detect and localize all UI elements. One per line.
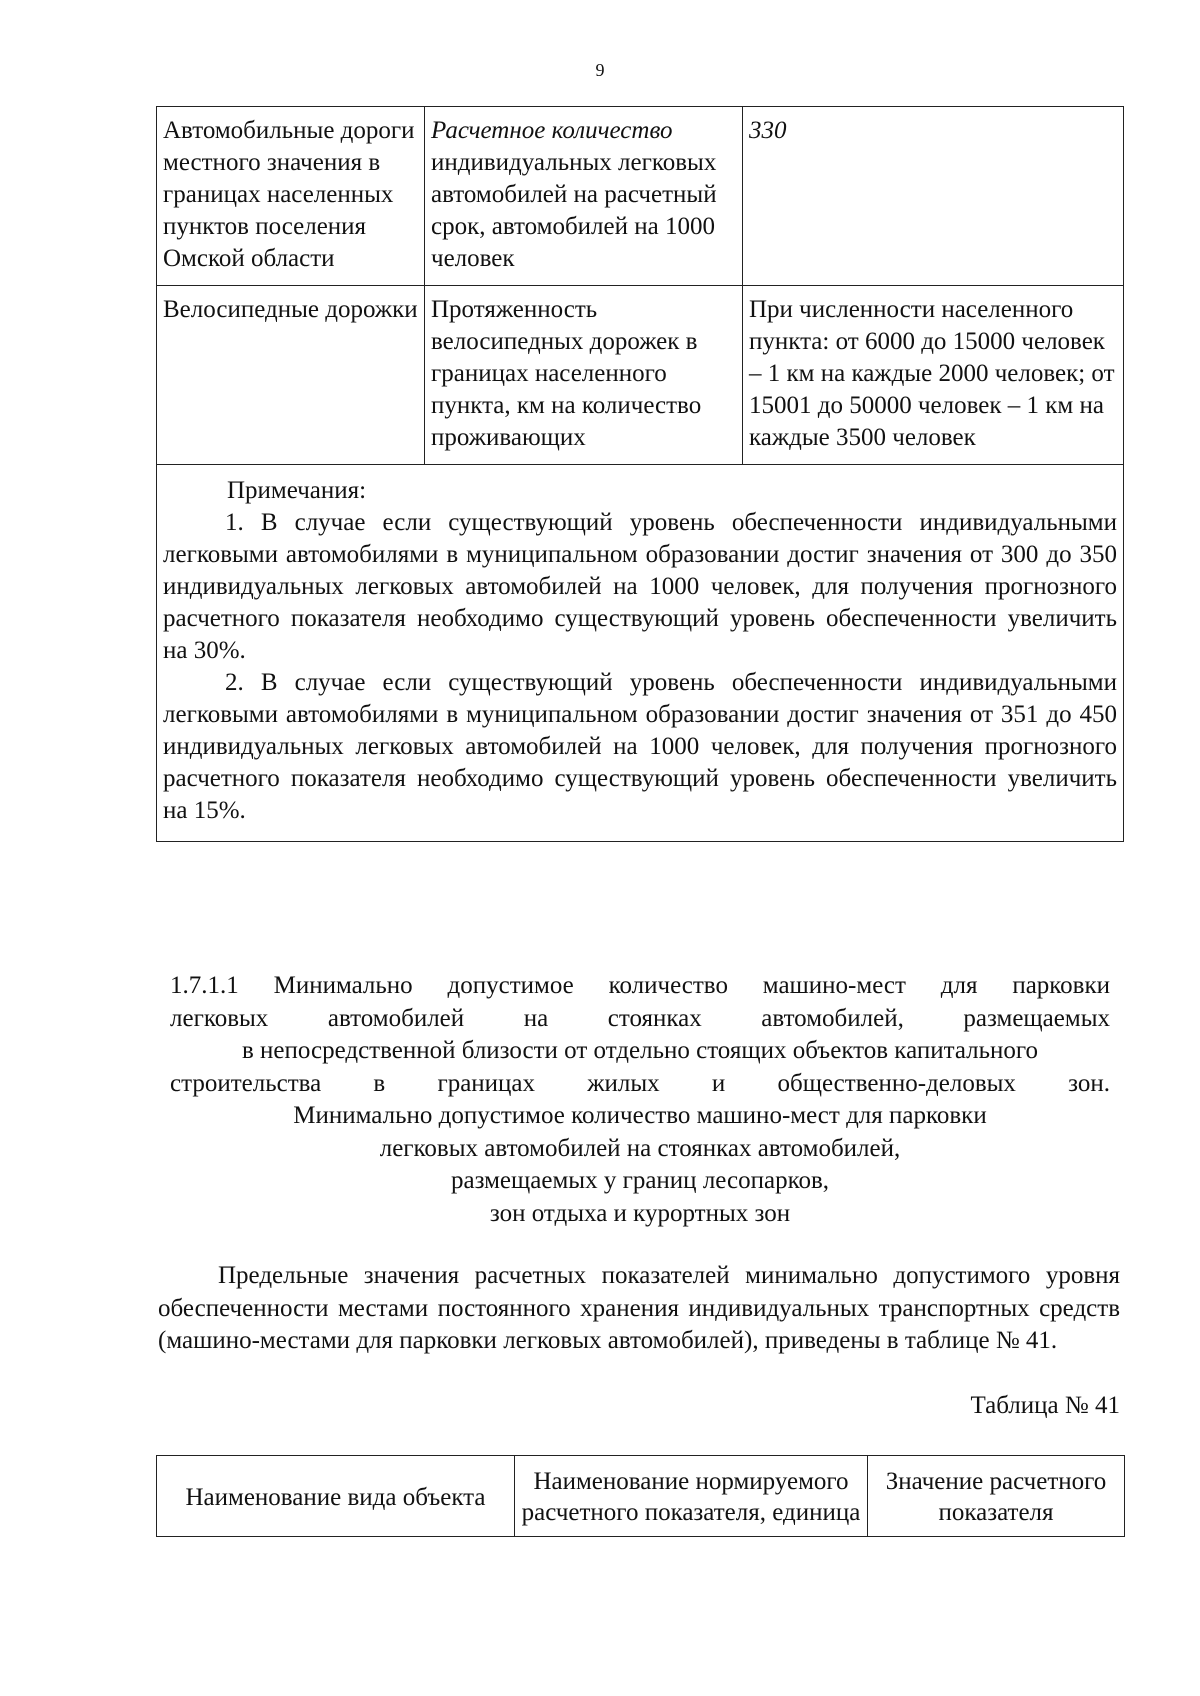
heading-line: легковых автомобилей на стоянках автомобилей, размещаемых <box>170 1004 1110 1032</box>
indicator-cell <box>425 107 743 286</box>
note-item-2 <box>163 667 1117 827</box>
heading-line: зон отдыха и курортных зон <box>489 1199 791 1227</box>
indicators-table <box>156 106 1124 842</box>
heading-line: в непосредственной близости от отдельно стоящих объектов капитального <box>241 1037 1039 1064</box>
indicator-cell: Протяженность велосипедных дорожек в границах населенного пункта, км на количество проживающих <box>425 286 743 465</box>
object-type-cell: Велосипедные дорожки <box>157 286 425 465</box>
value-cell: При численности населенного пункта: от 6000 до 15000 человек – 1 км на каждые 2000 человек; от 15001 до 50000 человек – 1 км на каждые 3500 человек <box>743 286 1124 465</box>
table-row <box>157 107 1124 286</box>
note-item-1 <box>163 507 1117 667</box>
value-cell: 330 <box>743 107 1124 286</box>
notes-row <box>157 465 1124 842</box>
body-paragraph <box>158 1260 1120 1358</box>
table-header-row <box>157 1456 1125 1537</box>
header-cell: Значение расчетного показателя <box>868 1456 1125 1537</box>
notes-cell <box>157 465 1124 842</box>
table-caption: Таблица № 41 <box>970 1392 1120 1419</box>
heading-line: легковых автомобилей на стоянках автомобилей, <box>379 1134 901 1162</box>
heading-line: строительства в границах жилых и общественно-деловых зон. <box>170 1069 1110 1097</box>
heading-line: Минимально допустимое количество машино-мест для парковки <box>293 1102 987 1129</box>
table-41 <box>156 1455 1125 1537</box>
heading-line: размещаемых у границ лесопарков, <box>450 1167 830 1194</box>
note-text: 1. В случае если существующий уровень обеспеченности индивидуальными легковыми автомобилями в муниципальном образовании достиг значения от 300 до 350 индивидуальных легковых автомобилей на 1000 человек, для получения прогнозного расчетного показателя необходимо существующий уровень обеспеченности увеличить на 30%. <box>163 509 1117 664</box>
header-cell: Наименование вида объекта <box>157 1456 515 1537</box>
indicator-text: индивидуальных легковых автомобилей на расчетный срок, автомобилей на 1000 человек <box>431 149 717 272</box>
section-heading <box>170 970 1110 1230</box>
table-row <box>157 286 1124 465</box>
header-cell: Наименование нормируемого расчетного показателя, единица <box>515 1456 868 1537</box>
page-number: 9 <box>595 60 605 80</box>
object-type-cell: Автомобильные дороги местного значения в границах населенных пунктов поселения Омской области <box>157 107 425 286</box>
notes-title: Примечания: <box>227 477 367 504</box>
note-text: 2. В случае если существующий уровень обеспеченности индивидуальными легковыми автомобилями в муниципальном образовании достиг значения от 351 до 450 индивидуальных легковых автомобилей на 1000 человек, для получения прогнозного расчетного показателя необходимо существующий уровень обеспеченности увеличить на 15%. <box>163 669 1117 824</box>
indicator-italic-text: Расчетное количество <box>431 117 673 144</box>
heading-line: 1.7.1.1 Минимально допустимое количество машино-мест для парковки <box>170 972 1110 999</box>
paragraph-text: Предельные значения расчетных показателей минимально допустимого уровня обеспеченности местами постоянного хранения индивидуальных транспортных средств (машино-местами для парковки легковых автомобилей), приведены в таблице № 41. <box>158 1262 1120 1354</box>
